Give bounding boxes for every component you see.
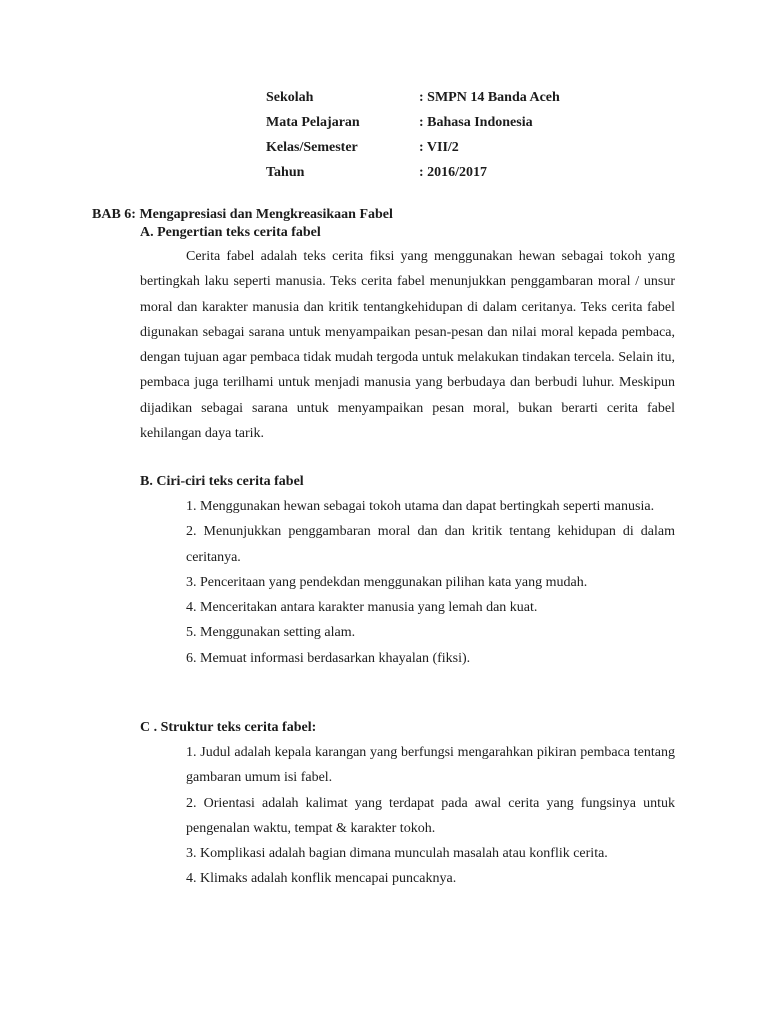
list-item: 1. Menggunakan hewan sebagai tokoh utama dan dapat bertingkah seperti manusia. [186,499,655,514]
section-b-title: B. Ciri-ciri teks cerita fabel [140,474,304,489]
header-label: Sekolah [266,90,314,105]
header-value: : SMPN 14 Banda Aceh [419,90,560,105]
list-item: 3. Penceritaan yang pendekdan menggunakan pilihan kata yang mudah. [186,574,588,590]
section-c-list [186,740,675,892]
list-item: 1. Judul adalah kepala karangan yang berfungsi mengarahkan pikiran pembaca tentang gambaran umum isi fabel. [186,745,675,786]
chapter-title: BAB 6: Mengapresiasi dan Mengkreasikaan Fabel [92,207,393,222]
section-c-heading [140,718,675,738]
section-a-title: A. Pengertian teks cerita fabel [140,225,321,240]
header-label: Tahun [266,165,305,180]
list-item: 2. Menunjukkan penggambaran moral dan dan kritik tentang kehidupan di dalam ceritanya. [186,524,675,565]
list-item: 5. Menggunakan setting alam. [186,625,356,641]
header-row-subject [266,110,560,135]
header-label: Kelas/Semester [266,140,358,155]
section-b-list [186,494,675,671]
header-row-class-semester [266,135,560,160]
document-header-table [266,85,560,185]
header-value: : 2016/2017 [419,165,488,180]
section-c-title: C . Struktur teks cerita fabel: [140,720,317,735]
list-item: 4. Menceritakan antara karakter manusia yang lemah dan kuat. [186,600,538,616]
list-item: 6. Memuat informasi berdasarkan khayalan (fiksi). [186,650,471,666]
header-row-school [266,85,560,110]
section-a-heading [140,223,675,243]
header-value: : Bahasa Indonesia [419,115,533,130]
header-value: : VII/2 [419,140,459,155]
list-item: 2. Orientasi adalah kalimat yang terdapat pada awal cerita yang fungsinya untuk pengenalan waktu, tempat & karakter tokoh. [186,795,675,836]
list-item: 3. Komplikasi adalah bagian dimana munculah masalah atau konflik cerita. [186,846,608,862]
section-b-heading [140,472,675,492]
section-a-paragraph: Cerita fabel adalah teks cerita fiksi yang menggunakan hewan sebagai tokoh yang bertingkah laku seperti manusia. Teks cerita fabel menunjukkan penggambaran moral / unsur moral dan karakter manusia dan kritik tentangkehidupan di dalam ceritanya. Teks cerita fabel digunakan sebagai sarana untuk menyampaikan pesan-pesan dan nilai moral kepada pembaca, dengan tujuan agar pembaca tidak mudah tergoda untuk melakukan tindakan tercela. Selain itu, pembaca juga terilhami untuk menjadi manusia yang berbudaya dan berbudi luhur. Meskipun dijadikan sebagai sarana untuk menyampaikan pesan moral, bukan berarti cerita fabel kehilangan daya tarik. [140,249,675,442]
header-row-year [266,160,560,185]
list-item: 4. Klimaks adalah konflik mencapai puncaknya. [186,871,457,887]
header-label: Mata Pelajaran [266,115,360,130]
